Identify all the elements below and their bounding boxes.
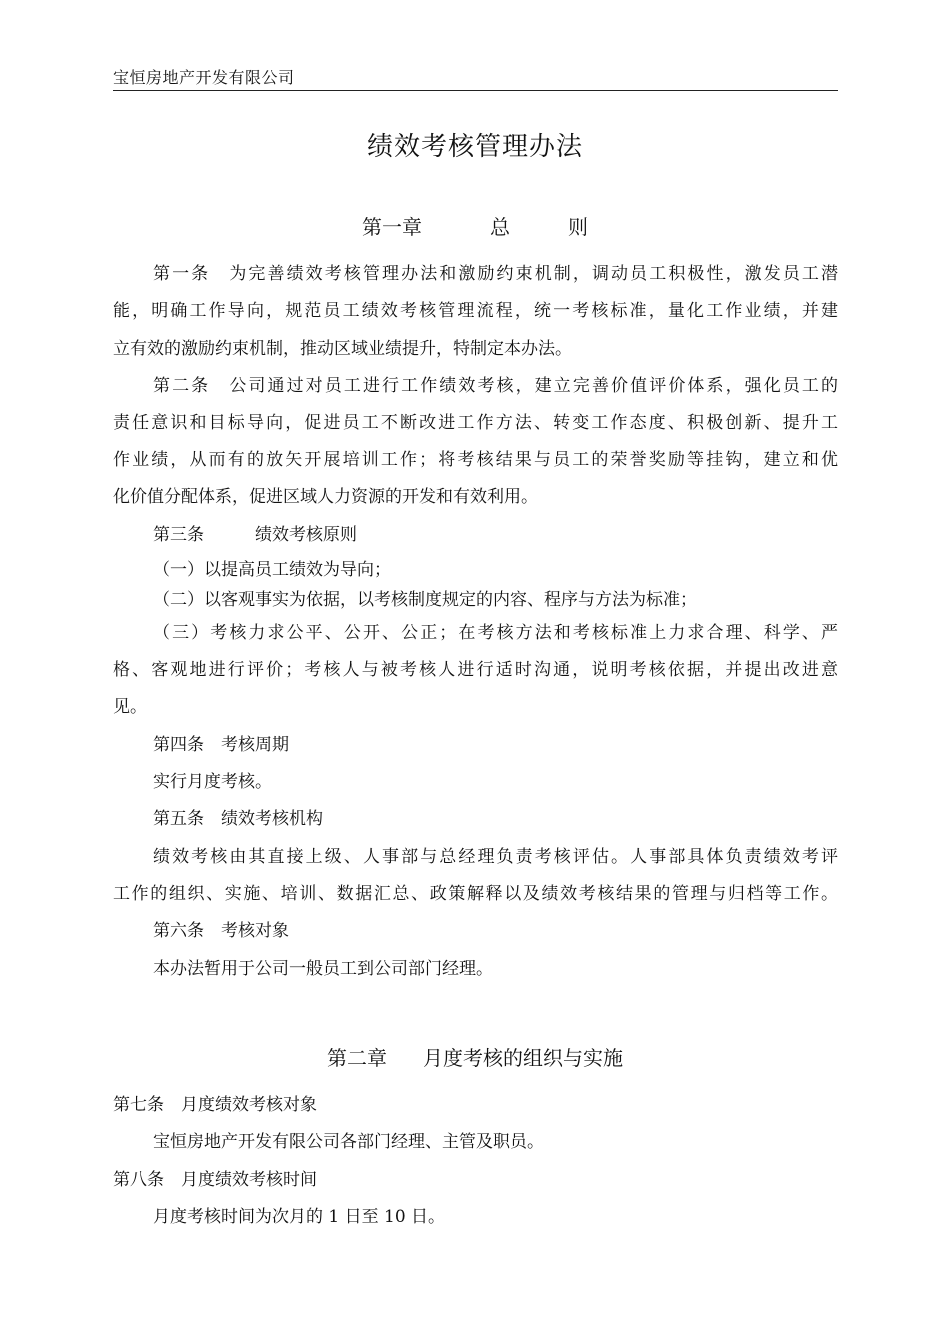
article-3-item-3-line-3: 见。 [113, 697, 147, 717]
article-8-body: 月度考核时间为次月的 1 日至 10 日。 [153, 1207, 446, 1227]
article-3-item-3-line-2: 格、客观地进行评价；考核人与被考核人进行适时沟通，说明考核依据，并提出改进意 [113, 660, 838, 680]
chapter-1-name-part-2: 则 [568, 215, 588, 239]
chapter-1-heading [0, 211, 950, 243]
article-5-line-2: 工作的组织、实施、培训、数据汇总、政策解释以及绩效考核结果的管理与归档等工作。 [113, 884, 838, 904]
article-3-item-1: （一）以提高员工绩效为导向； [153, 560, 391, 580]
document-title: 绩效考核管理办法 [366, 132, 583, 162]
article-5-line-1: 绩效考核由其直接上级、人事部与总经理负责考核评估。人事部具体负责绩效考评 [153, 847, 838, 867]
article-8-heading: 第八条 月度绩效考核时间 [113, 1170, 317, 1190]
chapter-2-number: 第二章 [327, 1046, 387, 1070]
article-1-line-1: 第一条 为完善绩效考核管理办法和激励约束机制，调动员工积极性，激发员工潜 [153, 264, 838, 284]
article-3-heading: 第三条 绩效考核原则 [153, 525, 357, 545]
article-1-line-3: 立有效的激励约束机制，推动区域业绩提升，特制定本办法。 [113, 339, 572, 359]
article-1-line-2: 能，明确工作导向，规范员工绩效考核管理流程，统一考核标准，量化工作业绩，并建 [113, 301, 838, 321]
article-2-line-3: 作业绩，从而有的放矢开展培训工作；将考核结果与员工的荣誉奖励等挂钩，建立和优 [113, 450, 838, 470]
chapter-2-heading [0, 1042, 950, 1074]
article-4-heading: 第四条 考核周期 [153, 735, 289, 755]
chapter-2-name: 月度考核的组织与实施 [423, 1046, 623, 1070]
chapter-1-number: 第一章 [362, 215, 422, 239]
article-2-line-2: 责任意识和目标导向，促进员工不断改进工作方法、转变工作态度、积极创新、提升工 [113, 413, 838, 433]
article-7-body: 宝恒房地产开发有限公司各部门经理、主管及职员。 [153, 1132, 544, 1152]
article-3-item-2: （二）以客观事实为依据，以考核制度规定的内容、程序与方法为标准； [153, 590, 697, 610]
article-4-body: 实行月度考核。 [153, 772, 272, 792]
header-company-name: 宝恒房地产开发有限公司 [113, 68, 295, 87]
article-2-line-1: 第二条 公司通过对员工进行工作绩效考核，建立完善价值评价体系，强化员工的 [153, 376, 838, 396]
article-2-line-4: 化价值分配体系，促进区域人力资源的开发和有效利用。 [113, 487, 538, 507]
chapter-1-name-part-1: 总 [490, 215, 510, 239]
page-header [113, 66, 838, 91]
article-3-item-3-line-1: （三）考核力求公平、公开、公正；在考核方法和考核标准上力求合理、科学、严 [153, 623, 838, 643]
article-6-heading: 第六条 考核对象 [153, 921, 289, 941]
article-7-heading: 第七条 月度绩效考核对象 [113, 1095, 317, 1115]
article-6-body: 本办法暂用于公司一般员工到公司部门经理。 [153, 959, 493, 979]
article-5-heading: 第五条 绩效考核机构 [153, 809, 323, 829]
